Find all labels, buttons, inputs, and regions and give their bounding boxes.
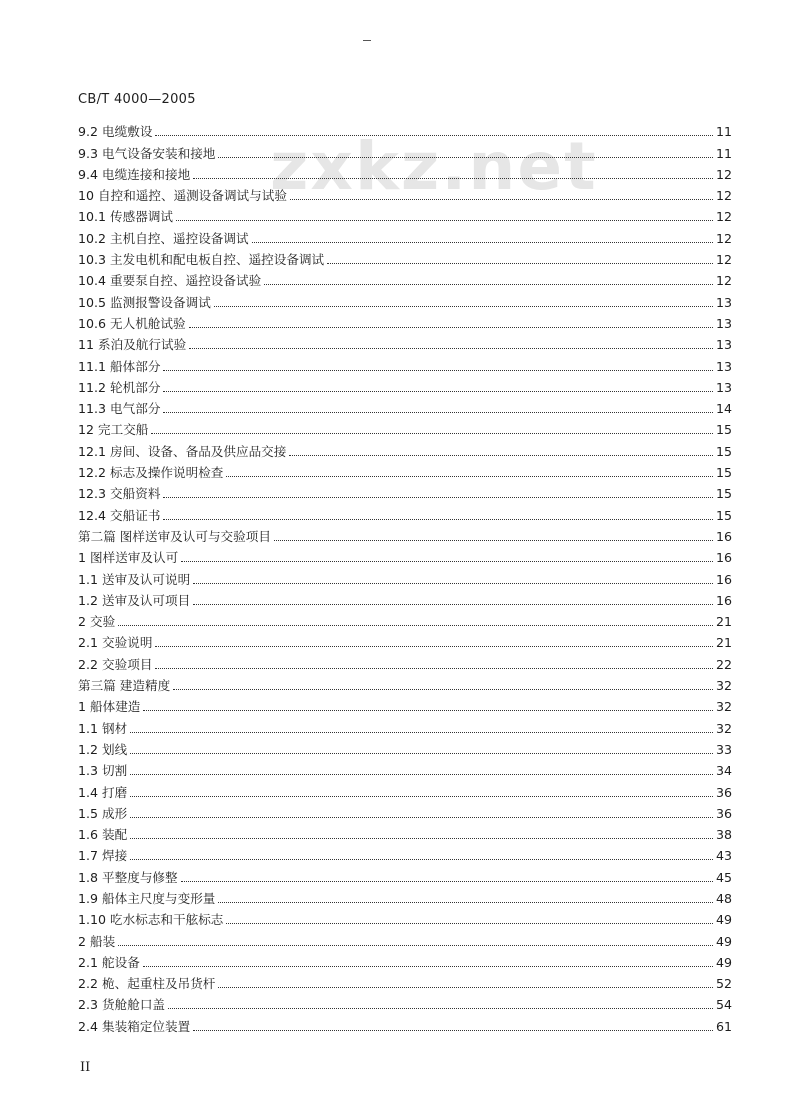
watermark: zxkz.net (270, 128, 598, 205)
toc-dot-leader (289, 454, 713, 456)
toc-entry (78, 949, 732, 970)
toc-entry-title: 10.5 监测报警设备调试 (78, 294, 211, 310)
toc-entry-page: 11 (715, 145, 732, 161)
toc-entry-page: 14 (715, 401, 732, 417)
toc-entry-page: 36 (715, 805, 732, 821)
toc-dot-leader (193, 582, 713, 584)
toc-entry-page: 13 (715, 358, 732, 374)
toc-entry-page: 61 (715, 1018, 732, 1034)
toc-entry-page: 12 (715, 230, 732, 246)
toc-entry-title: 11.1 船体部分 (78, 358, 161, 374)
toc-entry-title: 1.6 装配 (78, 827, 128, 843)
toc-entry (78, 863, 732, 884)
toc-entry-page: 16 (715, 528, 732, 544)
toc-dot-leader (163, 369, 713, 371)
toc-dot-leader (155, 667, 713, 669)
toc-entry (78, 885, 732, 906)
toc-entry-title: 2.2 桅、起重柱及吊货杆 (78, 976, 216, 992)
toc-entry-title: 2.3 货舱舱口盖 (78, 997, 166, 1013)
toc-entry-page: 21 (715, 635, 732, 651)
toc-entry-page: 16 (715, 571, 732, 587)
toc-entry (78, 714, 732, 735)
toc-entry (78, 778, 732, 799)
toc-entry-title: 第三篇 建造精度 (78, 678, 171, 694)
toc-entry-title: 12 完工交船 (78, 422, 149, 438)
toc-entry-page: 49 (715, 912, 732, 928)
toc-dot-leader (193, 177, 713, 179)
standard-code-header: CB/T 4000—2005 (78, 92, 196, 107)
toc-entry (78, 906, 732, 927)
toc-entry-title: 1.1 送审及认可说明 (78, 571, 191, 587)
toc-entry (78, 544, 732, 565)
toc-entry-page: 13 (715, 379, 732, 395)
toc-entry-page: 13 (715, 337, 732, 353)
toc-entry-page: 13 (715, 294, 732, 310)
toc-dot-leader (130, 837, 713, 839)
toc-entry (78, 587, 732, 608)
toc-dot-leader (193, 603, 713, 605)
toc-entry-page: 12 (715, 166, 732, 182)
toc-entry-title: 10.6 无人机舱试验 (78, 315, 186, 331)
toc-dot-leader (218, 156, 713, 158)
toc-entry-page: 15 (715, 465, 732, 481)
toc-entry-title: 11.3 电气部分 (78, 401, 161, 417)
toc-dot-leader (226, 475, 713, 477)
toc-entry-page: 12 (715, 252, 732, 268)
toc-dot-leader (130, 752, 713, 754)
toc-entry (78, 395, 732, 416)
toc-entry-page: 22 (715, 656, 732, 672)
toc-entry-title: 9.2 电缆敷设 (78, 124, 153, 140)
toc-dot-leader (189, 326, 713, 328)
toc-dot-leader (176, 219, 713, 221)
toc-entry-title: 9.3 电气设备安装和接地 (78, 145, 216, 161)
toc-entry (78, 757, 732, 778)
toc-dot-leader (173, 688, 713, 690)
toc-entry-page: 12 (715, 273, 732, 289)
toc-dot-leader (163, 411, 713, 413)
toc-entry-page: 11 (715, 124, 732, 140)
toc-dot-leader (143, 965, 713, 967)
toc-entry-page: 48 (715, 890, 732, 906)
toc-dot-leader (226, 922, 713, 924)
toc-dot-leader (218, 901, 713, 903)
toc-entry (78, 970, 732, 991)
toc-entry (78, 416, 732, 437)
toc-entry-title: 1.9 船体主尺度与变形量 (78, 890, 216, 906)
toc-entry-title: 1.2 划线 (78, 741, 128, 757)
toc-entry (78, 991, 732, 1012)
toc-dot-leader (130, 795, 713, 797)
toc-entry-title: 10 自控和遥控、遥测设备调试与试验 (78, 188, 287, 204)
toc-entry-page: 49 (715, 933, 732, 949)
toc-entry (78, 672, 732, 693)
toc-entry (78, 246, 732, 267)
toc-entry-title: 1.4 打磨 (78, 784, 128, 800)
toc-entry-title: 9.4 电缆连接和接地 (78, 166, 191, 182)
toc-dot-leader (327, 262, 713, 264)
toc-entry (78, 693, 732, 714)
toc-entry (78, 501, 732, 522)
toc-entry-page: 33 (715, 741, 732, 757)
toc-entry-title: 12.3 交船资料 (78, 486, 161, 502)
toc-entry (78, 523, 732, 544)
toc-entry-title: 12.4 交船证书 (78, 507, 161, 523)
toc-entry-title: 10.1 传感器调试 (78, 209, 174, 225)
toc-entry-title: 2.1 舵设备 (78, 954, 140, 970)
toc-entry-page: 32 (715, 720, 732, 736)
toc-dot-leader (181, 560, 713, 562)
toc-entry (78, 374, 732, 395)
toc-entry (78, 118, 732, 139)
toc-entry (78, 331, 732, 352)
toc-entry (78, 310, 732, 331)
toc-entry-page: 36 (715, 784, 732, 800)
toc-entry-title: 第二篇 图样送审及认可与交验项目 (78, 528, 271, 544)
toc-entry (78, 821, 732, 842)
toc-entry-title: 2 船装 (78, 933, 116, 949)
toc-dot-leader (155, 645, 713, 647)
toc-entry-page: 32 (715, 699, 732, 715)
toc-entry (78, 608, 732, 629)
toc-entry (78, 1012, 732, 1033)
toc-entry-page: 15 (715, 486, 732, 502)
toc-entry-page: 13 (715, 315, 732, 331)
toc-entry-title: 10.3 主发电机和配电板自控、遥控设备调试 (78, 252, 325, 268)
toc-entry-page: 54 (715, 997, 732, 1013)
toc-entry (78, 650, 732, 671)
toc-dot-leader (218, 986, 713, 988)
toc-entry (78, 629, 732, 650)
toc-entry (78, 139, 732, 160)
toc-entry-page: 49 (715, 954, 732, 970)
toc-dot-leader (155, 134, 713, 136)
toc-dot-leader (130, 816, 713, 818)
toc-dot-leader (181, 880, 713, 882)
toc-dot-leader (151, 432, 713, 434)
toc-dot-leader (130, 858, 713, 860)
toc-entry-page: 34 (715, 763, 732, 779)
toc-dot-leader (163, 518, 713, 520)
toc-entry (78, 842, 732, 863)
toc-entry-page: 52 (715, 976, 732, 992)
toc-dot-leader (252, 241, 713, 243)
toc-dot-leader (163, 496, 713, 498)
toc-entry-page: 16 (715, 592, 732, 608)
toc-entry-page: 15 (715, 422, 732, 438)
toc-entry-title: 2.2 交验项目 (78, 656, 153, 672)
toc-entry-title: 1.1 钢材 (78, 720, 128, 736)
toc-entry-title: 1.7 焊接 (78, 848, 128, 864)
toc-entry-title: 1.2 送审及认可项目 (78, 592, 191, 608)
toc-entry-page: 38 (715, 827, 732, 843)
toc-entry (78, 736, 732, 757)
toc-dot-leader (118, 944, 713, 946)
toc-entry-page: 16 (715, 550, 732, 566)
toc-entry-title: 10.4 重要泵自控、遥控设备试验 (78, 273, 262, 289)
toc-entry-title: 10.2 主机自控、遥控设备调试 (78, 230, 249, 246)
toc-entry-title: 1.8 平整度与修整 (78, 869, 178, 885)
toc-entry (78, 459, 732, 480)
toc-entry-title: 1 图样送审及认可 (78, 550, 179, 566)
toc-entry-title: 2.1 交验说明 (78, 635, 153, 651)
toc-entry-title: 12.1 房间、设备、备品及供应品交接 (78, 443, 287, 459)
toc-dot-leader (163, 390, 713, 392)
toc-entry (78, 288, 732, 309)
scan-mark (363, 40, 371, 41)
toc-entry-title: 1.10 吃水标志和干舷标志 (78, 912, 224, 928)
toc-entry-page: 32 (715, 678, 732, 694)
toc-entry (78, 267, 732, 288)
toc-entry-title: 1.5 成形 (78, 805, 128, 821)
toc-entry-title: 11.2 轮机部分 (78, 379, 161, 395)
toc-entry (78, 800, 732, 821)
toc-entry-title: 11 系泊及航行试验 (78, 337, 187, 353)
toc-entry-title: 1.3 切割 (78, 763, 128, 779)
toc-entry-page: 15 (715, 507, 732, 523)
toc-entry (78, 224, 732, 245)
toc-dot-leader (143, 709, 713, 711)
toc-dot-leader (130, 731, 713, 733)
table-of-contents (78, 118, 732, 1034)
toc-entry-page: 21 (715, 614, 732, 630)
toc-entry (78, 182, 732, 203)
toc-dot-leader (274, 539, 713, 541)
toc-dot-leader (189, 347, 713, 349)
toc-dot-leader (130, 773, 713, 775)
toc-entry (78, 352, 732, 373)
toc-entry-page: 15 (715, 443, 732, 459)
toc-entry (78, 927, 732, 948)
toc-dot-leader (118, 624, 713, 626)
toc-entry (78, 437, 732, 458)
toc-dot-leader (193, 1029, 713, 1031)
toc-entry-title: 1 船体建造 (78, 699, 141, 715)
toc-entry-page: 12 (715, 188, 732, 204)
toc-entry (78, 161, 732, 182)
toc-dot-leader (214, 305, 713, 307)
toc-entry-title: 2.4 集装箱定位装置 (78, 1018, 191, 1034)
toc-dot-leader (168, 1007, 713, 1009)
toc-entry-page: 12 (715, 209, 732, 225)
toc-entry-title: 2 交验 (78, 614, 116, 630)
toc-entry-title: 12.2 标志及操作说明检查 (78, 465, 224, 481)
toc-dot-leader (290, 198, 713, 200)
page-number: II (80, 1060, 91, 1075)
toc-entry (78, 203, 732, 224)
toc-entry-page: 45 (715, 869, 732, 885)
toc-dot-leader (264, 283, 713, 285)
toc-entry (78, 480, 732, 501)
toc-entry (78, 565, 732, 586)
toc-entry-page: 43 (715, 848, 732, 864)
